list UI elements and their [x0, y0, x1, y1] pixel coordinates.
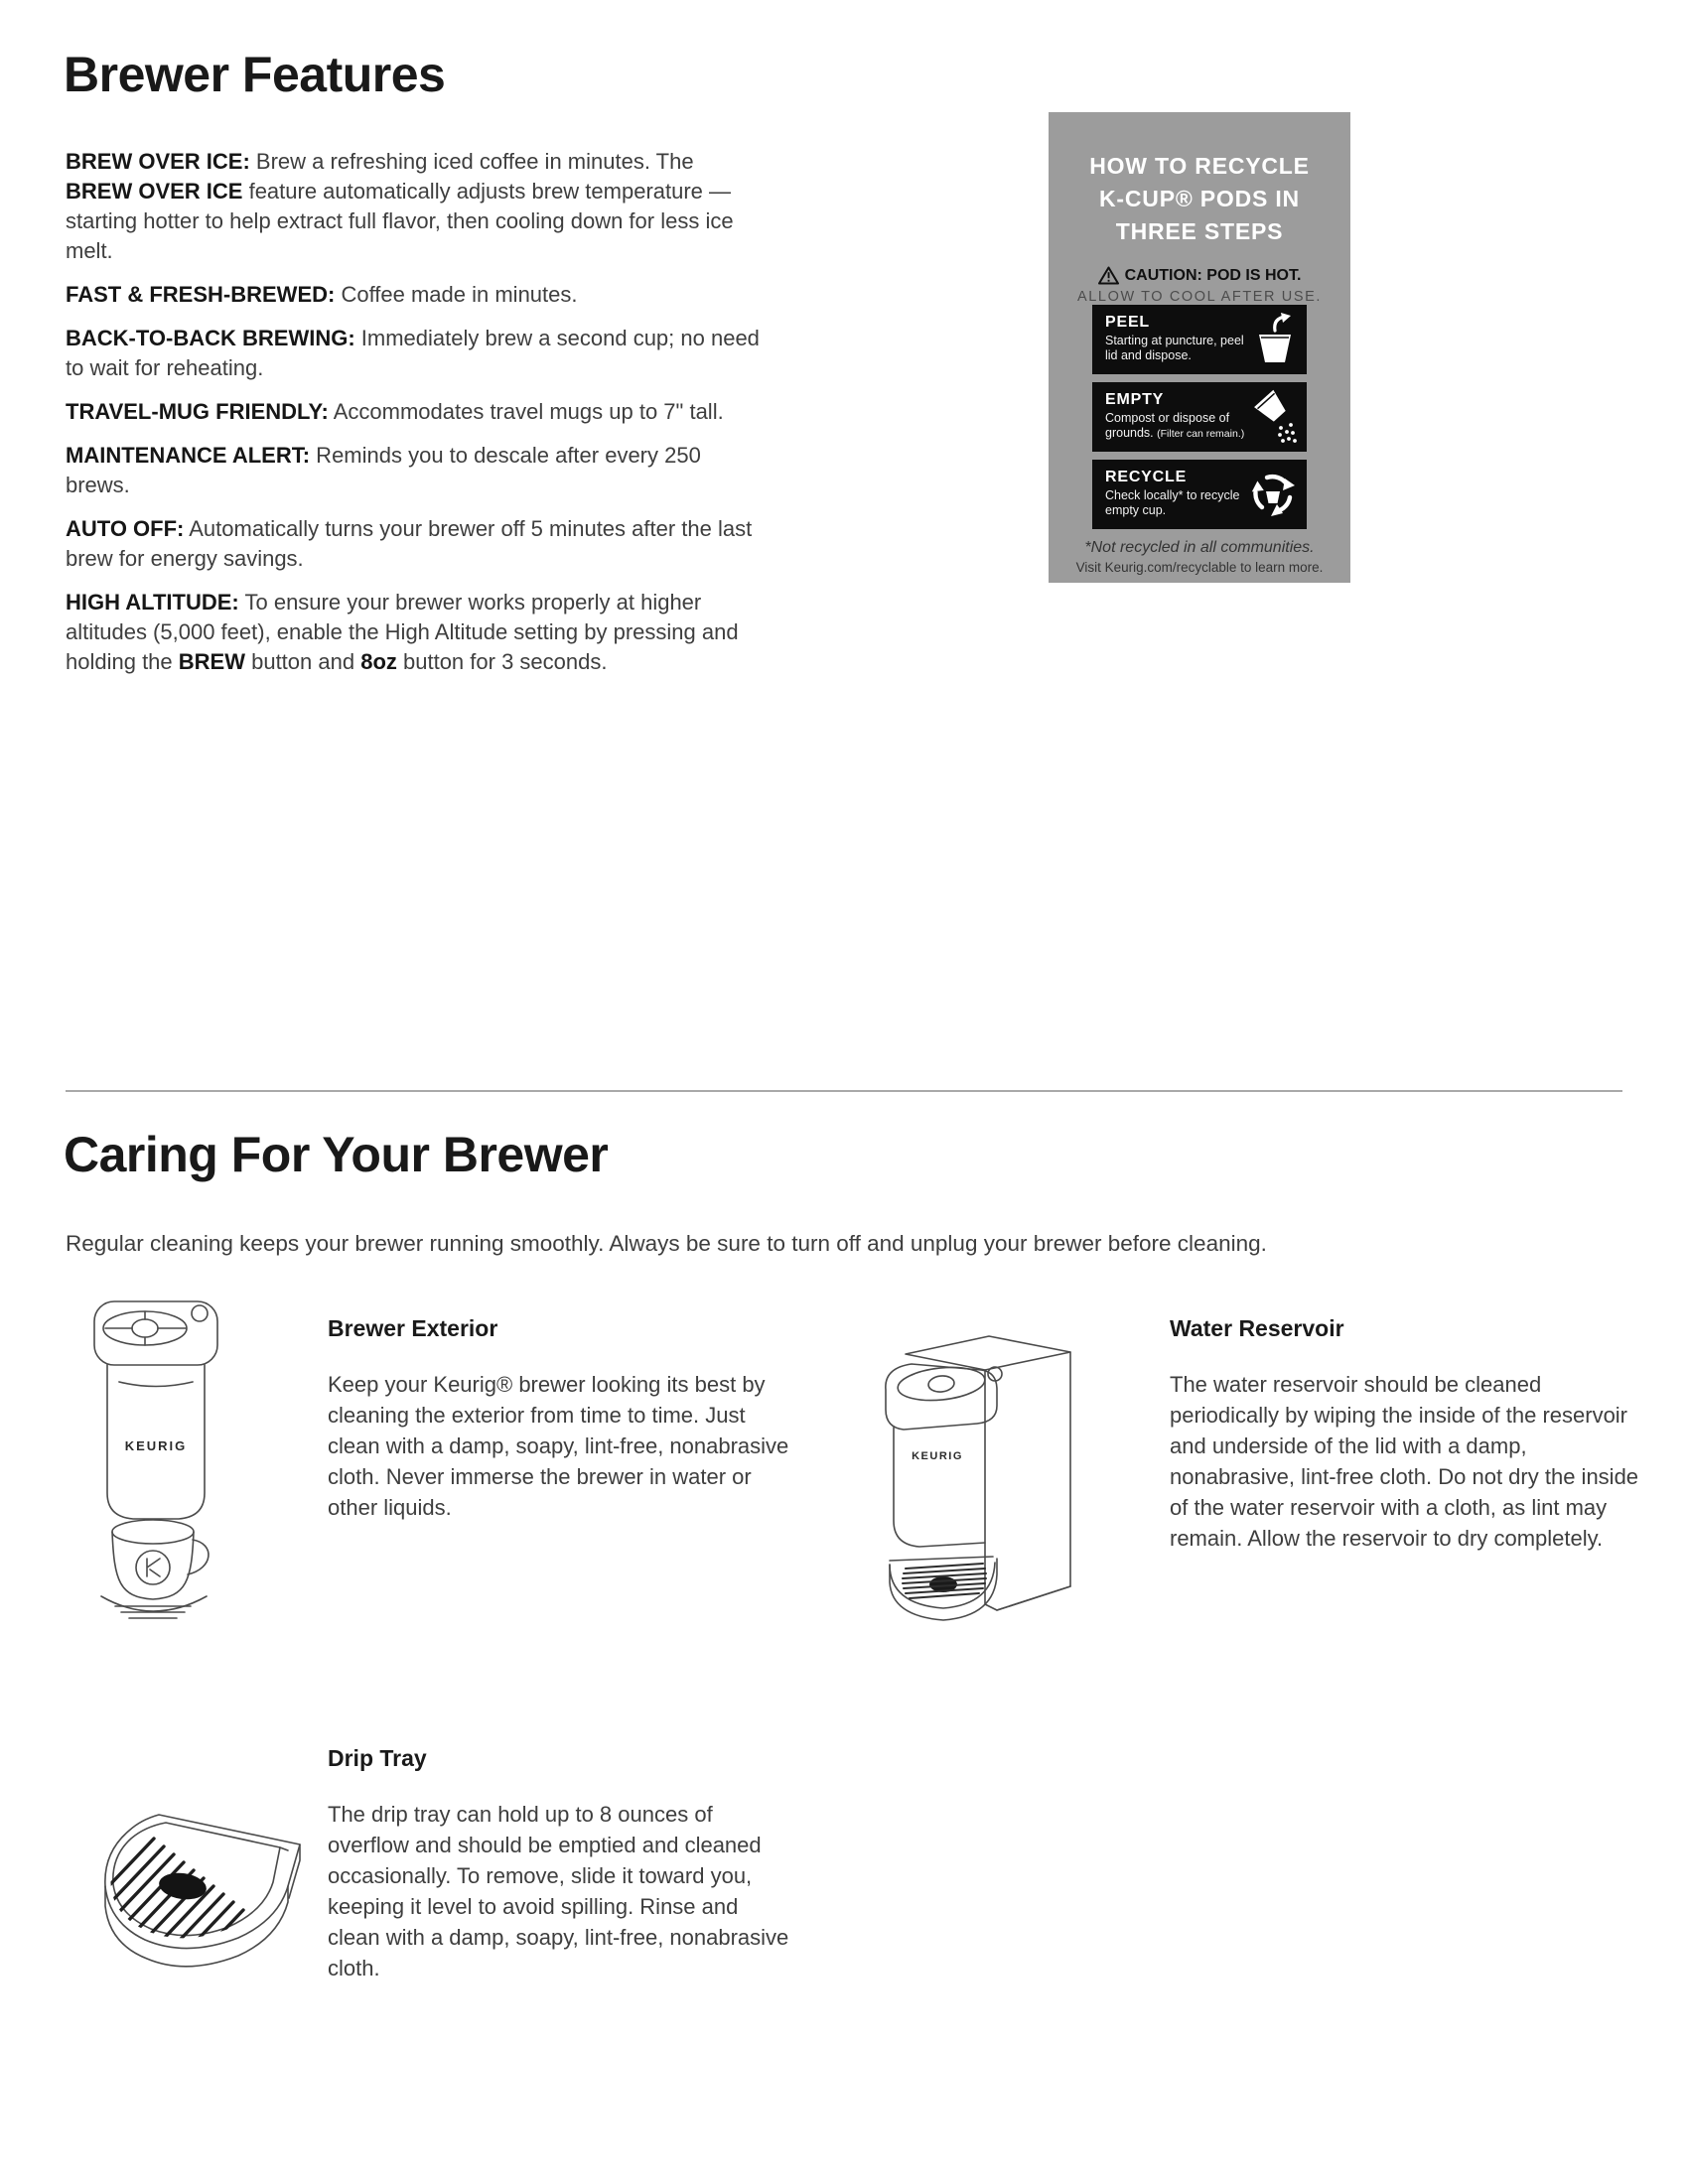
brewer-side-illustration: [846, 1308, 1092, 1636]
recycle-info-box: [1049, 112, 1350, 583]
step-body: Check locally* to recycle empty cup.: [1105, 488, 1240, 517]
feature-item-back-to-back: BACK-TO-BACK BREWING: Immediately brew a second cup; no need to wait for reheating.: [66, 326, 760, 380]
feature-item-high-altitude: HIGH ALTITUDE: To ensure your brewer works properly at higher altitudes (5,000 feet), enable the High Altitude setting by pressing and holding the BREW button and 8oz button for 3 seconds.: [66, 590, 739, 674]
recycle-footnote-link: Visit Keurig.com/recyclable to learn more.: [1075, 560, 1324, 575]
recycle-step-peel: [1092, 305, 1307, 374]
care-section-brewer-exterior: [328, 1315, 792, 1523]
cup-lid-peel-icon: [1247, 311, 1301, 368]
care-heading: Drip Tray: [328, 1745, 427, 1771]
care-section-drip-tray: [328, 1745, 792, 1983]
recycle-step-recycle: [1092, 460, 1307, 529]
caution-line: [1056, 266, 1342, 285]
step-title: EMPTY: [1105, 391, 1165, 408]
caution-sub-text: ALLOW TO COOL AFTER USE.: [1076, 289, 1323, 305]
step-title: PEEL: [1105, 314, 1150, 331]
warning-triangle-icon: [1098, 266, 1119, 285]
care-paragraph: Keep your Keurig® brewer looking its best by cleaning the exterior from time to time. Just clean with a damp, soapy, lint-free, nonabrasive cloth. Never immerse the brewer in water or other liquids.: [328, 1372, 789, 1520]
page-title: Brewer Features: [64, 47, 446, 102]
care-section-water-reservoir: [1170, 1315, 1644, 1554]
care-paragraph: The water reservoir should be cleaned periodically by wiping the inside of the reservoir and underside of the lid with a damp, nonabrasive, lint-free cloth. Do not dry the inside of the water reservoir with a cloth, as lint may remain. Allow the reservoir to dry completely.: [1170, 1372, 1639, 1551]
feature-item-auto-off: AUTO OFF: Automatically turns your brewer off 5 minutes after the last brew for energy savings.: [66, 516, 753, 571]
feature-item-fast-fresh: FAST & FRESH-BREWED: Coffee made in minutes.: [66, 282, 578, 307]
feature-item-brew-over-ice: BREW OVER ICE: Brew a refreshing iced coffee in minutes. The BREW OVER ICE feature automatically adjusts brew temperature — starting hotter to help extract full flavor, then cooling down for less ice melt.: [66, 149, 734, 263]
care-heading: Water Reservoir: [1170, 1315, 1344, 1341]
care-paragraph: The drip tray can hold up to 8 ounces of overflow and should be emptied and cleaned occasionally. To remove, slide it toward you, keeping it level to avoid spilling. Rinse and clean with a damp, soapy, lint-free, nonabrasive cloth.: [328, 1802, 789, 1980]
section-divider: [66, 1090, 1622, 1092]
care-intro-text: Regular cleaning keeps your brewer running smoothly. Always be sure to turn off and unplug your brewer before cleaning.: [66, 1231, 1267, 1256]
feature-list: [66, 147, 761, 691]
recycle-footnote: *Not recycled in all communities.: [1084, 539, 1315, 556]
feature-item-maintenance: MAINTENANCE ALERT: Reminds you to descale after every 250 brews.: [66, 443, 701, 497]
recycle-box-title: HOW TO RECYCLE K-CUP® PODS IN THREE STEPS: [1089, 153, 1310, 244]
step-title: RECYCLE: [1105, 469, 1188, 485]
feature-item-travel-mug: TRAVEL-MUG FRIENDLY: Accommodates travel mugs up to 7" tall.: [66, 399, 724, 424]
cup-pouring-grounds-icon: [1247, 388, 1301, 446]
keurig-logo-text: KEURIG: [912, 1450, 963, 1462]
brewer-front-illustration: [81, 1287, 232, 1628]
recycle-step-empty: [1092, 382, 1307, 452]
chasing-arrows-cup-icon: [1245, 466, 1301, 523]
section-title: Caring For Your Brewer: [64, 1127, 609, 1182]
caution-bold-text: CAUTION: POD IS HOT.: [1124, 266, 1302, 284]
keurig-logo-text: KEURIG: [124, 1438, 188, 1453]
step-body: Compost or dispose of grounds. (Filter can remain.): [1105, 411, 1245, 440]
step-body: Starting at puncture, peel lid and dispose.: [1105, 334, 1244, 362]
step-note: (Filter can remain.): [1157, 428, 1245, 440]
drip-tray-illustration: [70, 1799, 316, 1970]
care-heading: Brewer Exterior: [328, 1315, 498, 1341]
